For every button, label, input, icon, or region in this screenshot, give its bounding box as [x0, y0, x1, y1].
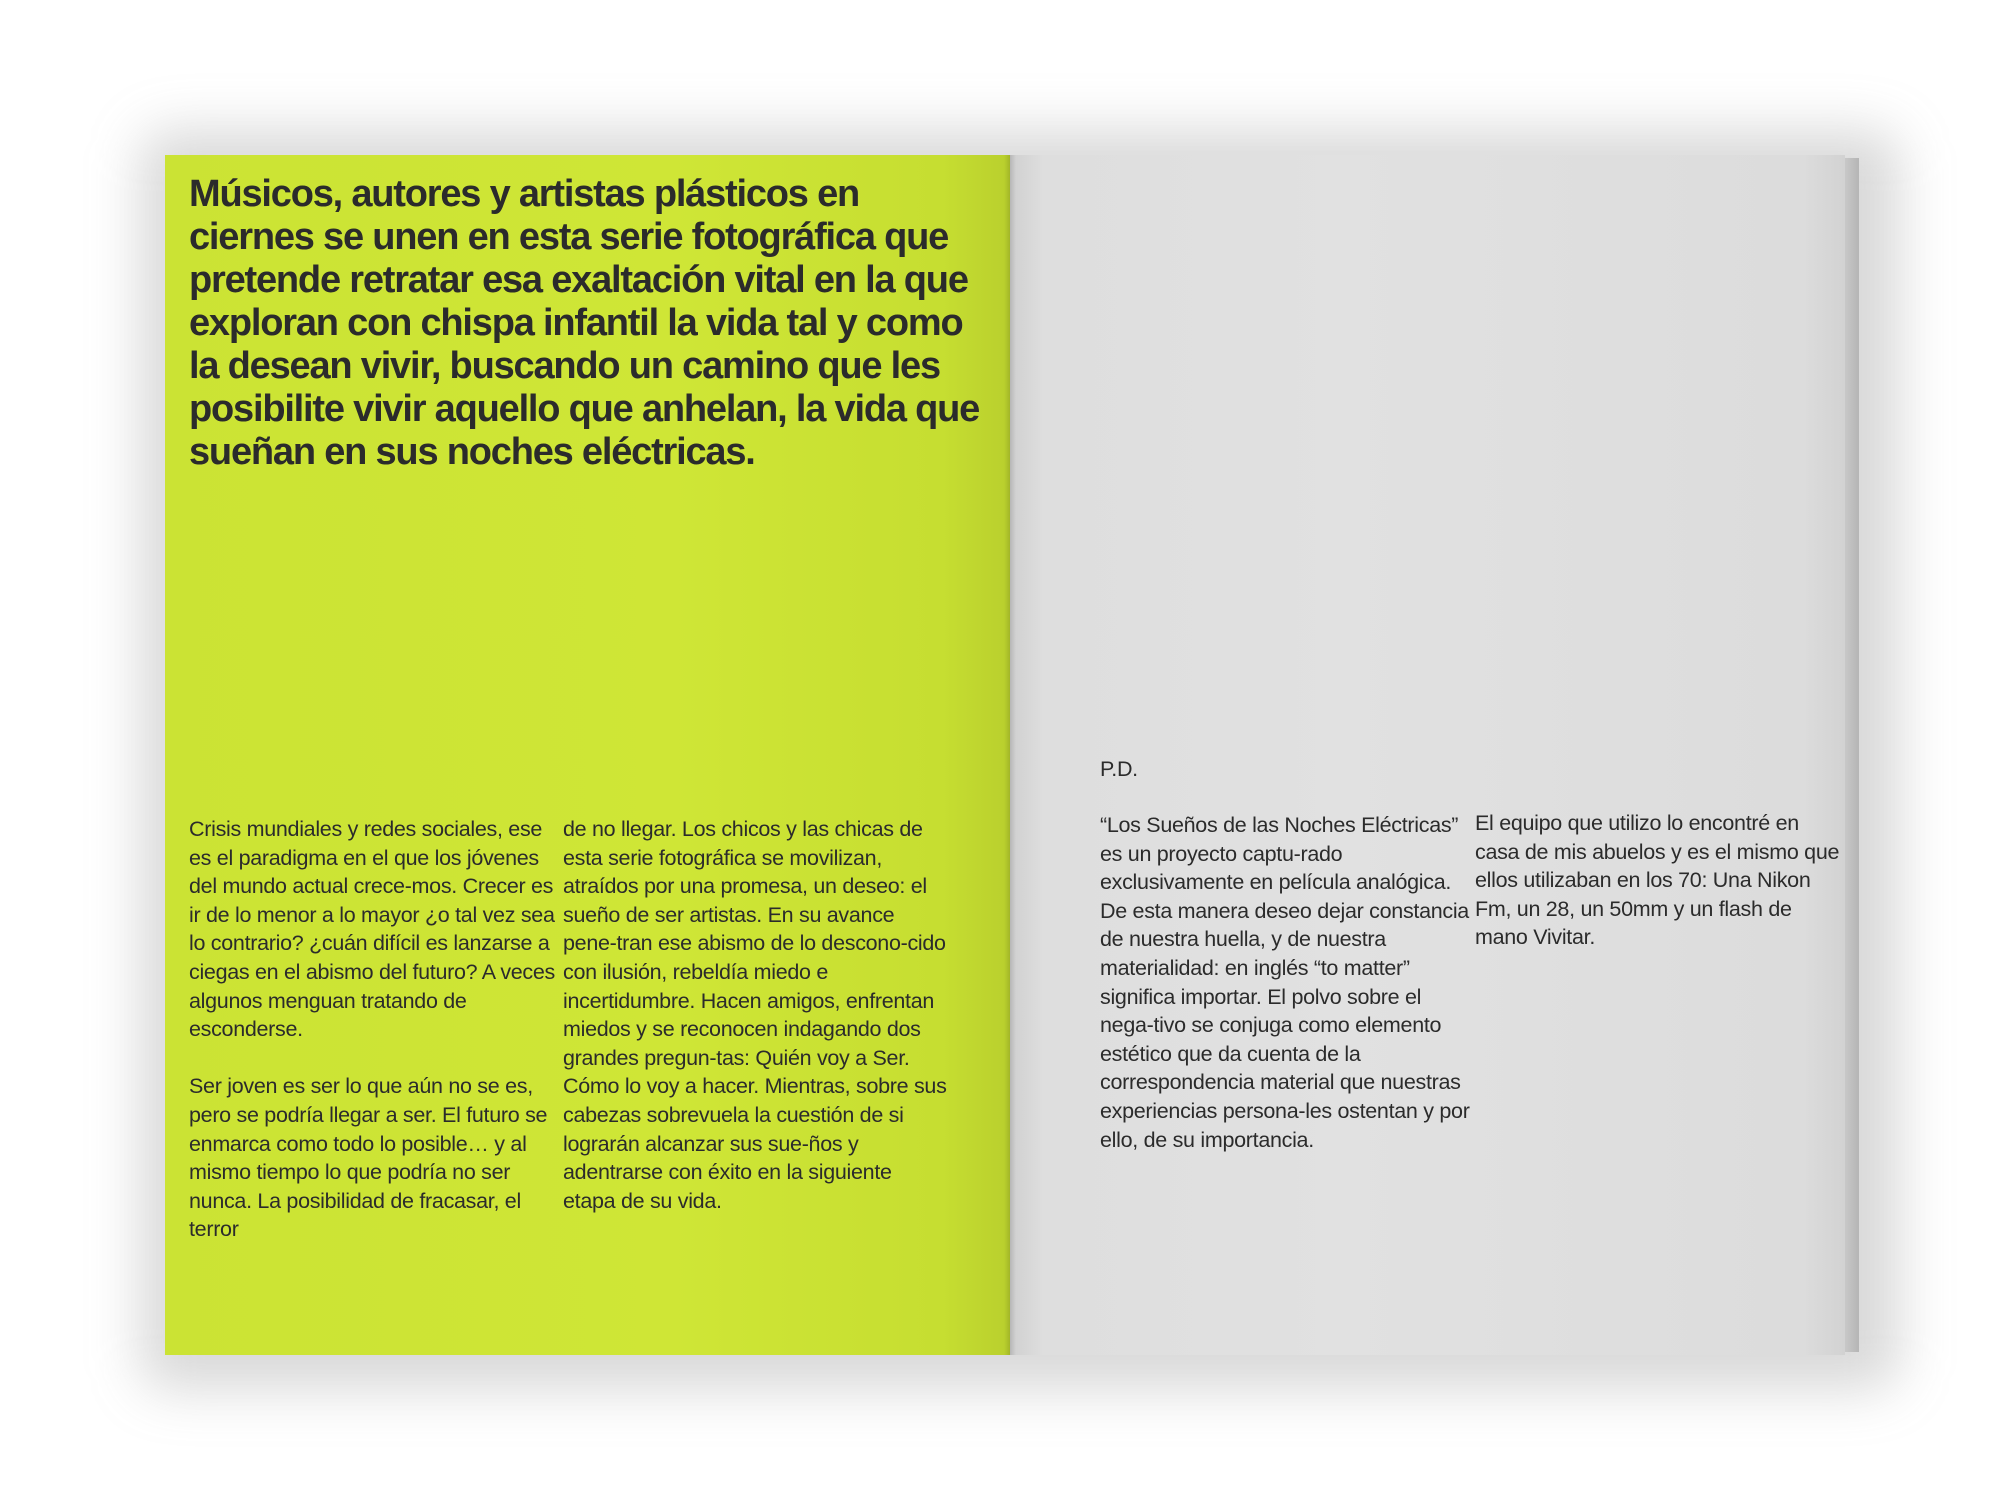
left-page-column-2	[563, 815, 948, 1244]
right-col-2-paragraph: El equipo que utilizo lo encontré en casa de mis abuelos y es el mismo que ellos utilizaban en los 70: Una Nikon Fm, un 28, un 50mm y un flash de mano Vivitar.	[1475, 811, 1840, 950]
left-col-1-paragraph-2: Ser joven es ser lo que aún no se es, pero se podría llegar a ser. El futuro se enmarca como todo lo posible… y al mismo tiempo lo que podría no ser nunca. La posibilidad de fracasar, el terror	[189, 1074, 548, 1242]
right-col-1-paragraph: “Los Sueños de las Noches Eléctricas” es un proyecto captu-rado exclusivamente en película analógica. De esta manera deseo dejar constancia de nuestra huella, y de nuestra materialidad: en inglés “to matter” significa importar. El polvo sobre el nega-tivo se conjuga como elemento estético que da cuenta de la correspondencia material que nuestras experiencias persona-les ostentan y por ello, de su importancia.	[1100, 813, 1470, 1152]
booklet-spine	[1004, 155, 1016, 1355]
left-col-2-paragraph-1: de no llegar. Los chicos y las chicas de esta serie fotográfica se movilizan, atraídos por una promesa, un deseo: el sueño de ser artistas. En su avance pene-tran ese abismo de lo descono-cido con ilusión, rebeldía miedo e incertidumbre. Hacen amigos, enfrentan miedos y se reconocen indagando dos grandes pregun-tas: Quién voy a Ser. Cómo lo voy a hacer. Mientras, sobre sus cabezas sobrevuela la cuestión de si lograrán alcanzar sus sue-ños y adentrarse con éxito en la siguiente etapa de su vida.	[563, 817, 947, 1213]
pd-label: P.D.	[1100, 757, 1138, 781]
left-page	[165, 155, 1010, 1355]
right-page-column-1	[1100, 811, 1470, 1183]
headline: Músicos, autores y artistas plásticos en ciernes se unen en esta serie fotográfica que pretende retratar esa exaltación vital en la que exploran con chispa infantil la vida tal y como la desean vivir, buscando un camino que les posibilite vivir aquello que anhelan, la vida que sueñan en sus noches eléctricas.	[189, 173, 980, 473]
right-page-column-2	[1475, 809, 1840, 981]
page-edge	[1845, 158, 1859, 1352]
left-page-column-1	[189, 815, 559, 1273]
right-page	[1010, 155, 1845, 1355]
left-col-1-paragraph-1: Crisis mundiales y redes sociales, ese es el paradigma en el que los jóvenes del mundo actual crece-mos. Crecer es ir de lo menor a lo mayor ¿o tal vez sea lo contrario? ¿cuán difícil es lanzarse a ciegas en el abismo del futuro? A veces algunos menguan tratando de esconderse.	[189, 817, 555, 1042]
